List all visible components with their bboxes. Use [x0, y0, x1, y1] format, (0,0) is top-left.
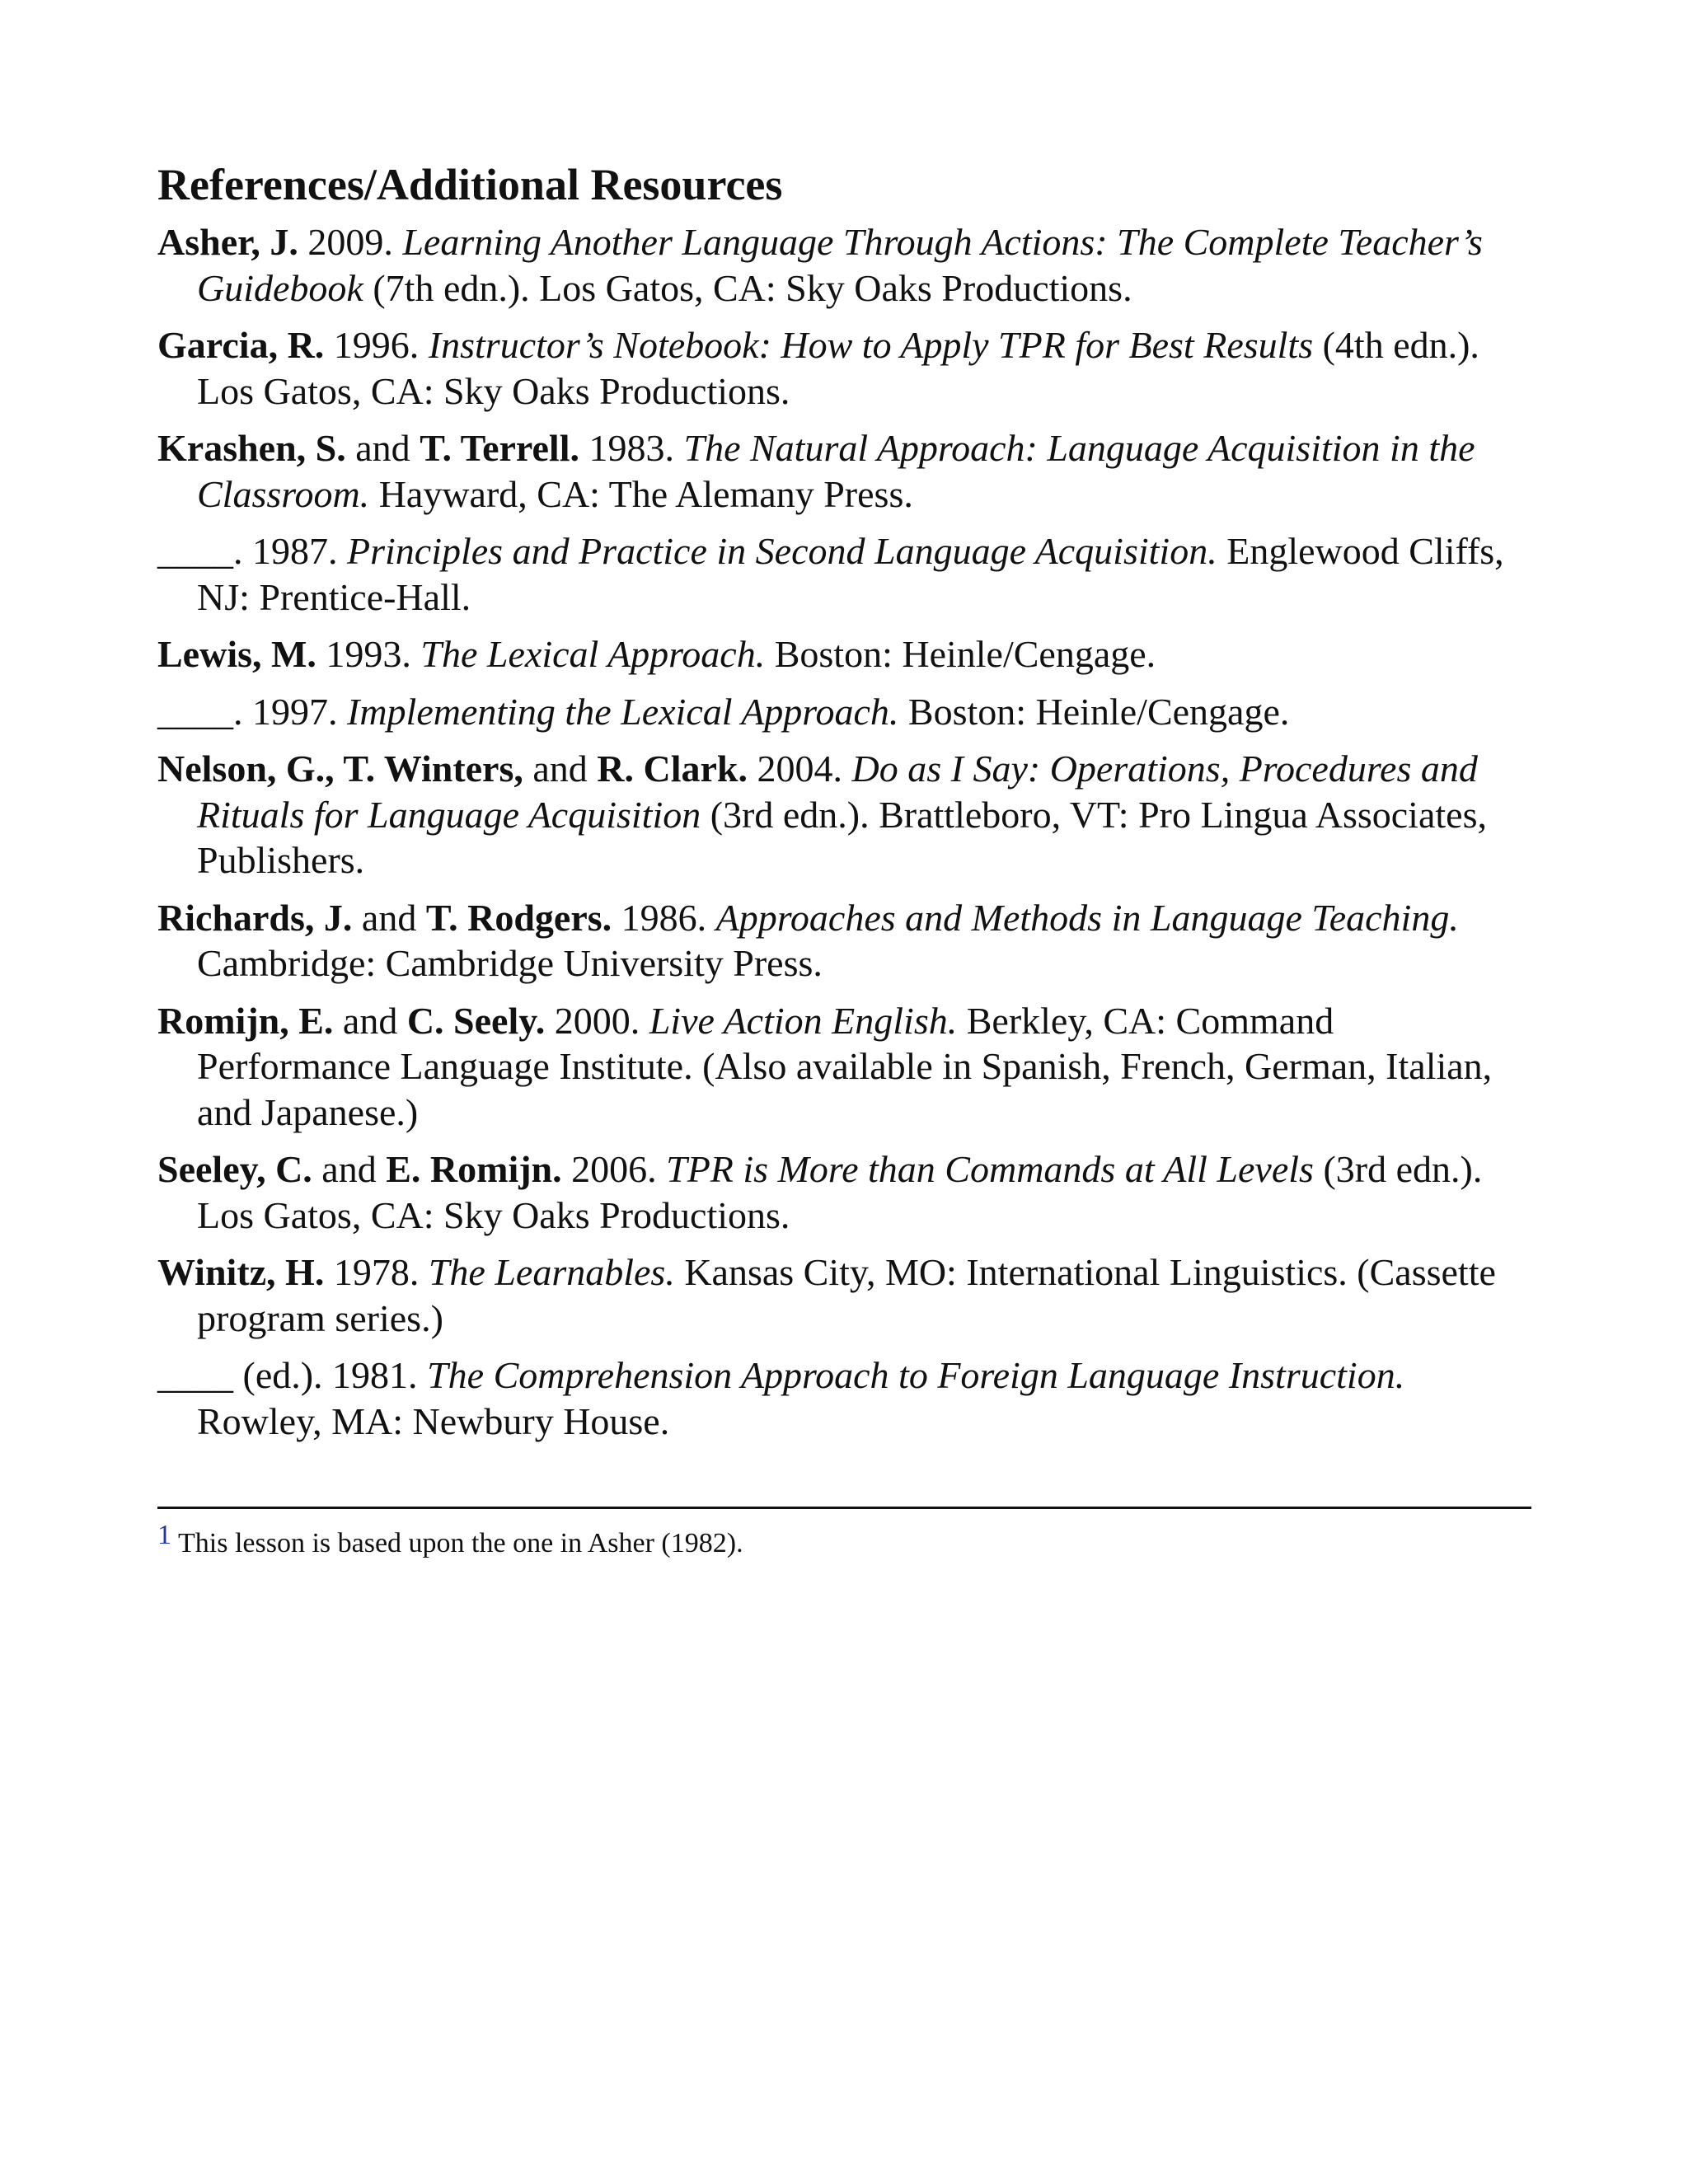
reference-author: Winitz, H. [157, 1251, 325, 1293]
reference-text: Kansas City, MO: International Linguistics. (Cassette program series.) [197, 1251, 1496, 1339]
reference-author: Lewis, M. [157, 633, 316, 675]
reference-text: Boston: Heinle/Cengage. [898, 690, 1290, 733]
reference-title: The Natural Approach: Language Acquisition in the Classroom. [197, 427, 1475, 515]
reference-text: 1986. [612, 896, 716, 939]
reference-text: 1978. [324, 1251, 429, 1293]
reference-title: Implementing the Lexical Approach. [347, 690, 899, 733]
reference-text: Englewood Cliffs, NJ: Prentice-Hall. [197, 530, 1504, 618]
reference-entry [157, 219, 1536, 311]
footnote-marker[interactable]: 1 [157, 1520, 171, 1550]
reference-author: Romijn, E. [157, 999, 334, 1042]
reference-text: and [345, 427, 420, 469]
reference-title: Learning Another Language Through Actions: The Complete Teacher’s Guidebook [197, 221, 1483, 309]
reference-entry [157, 746, 1536, 883]
reference-author: Seeley, C. [157, 1148, 312, 1190]
reference-text: Cambridge: Cambridge University Press. [197, 942, 823, 984]
reference-text: 2000. [545, 999, 649, 1042]
footnote-text: This lesson is based upon the one in Asher (1982). [178, 1528, 743, 1558]
footnote [157, 1515, 743, 1564]
reference-text: ____. 1997. [157, 690, 347, 733]
reference-author: T. Terrell. [420, 427, 579, 469]
reference-text: 2009. [298, 221, 403, 263]
reference-text: (3rd edn.). Brattleboro, VT: Pro Lingua Associates, Publishers. [197, 793, 1487, 881]
footnote-divider [157, 1507, 1531, 1509]
section-heading: References/Additional Resources [157, 160, 783, 209]
reference-title: Do as I Say: Operations, Procedures and Rituals for Language Acquisition [197, 748, 1478, 836]
references-section [157, 155, 1536, 1455]
reference-entry [157, 528, 1536, 620]
reference-text: Berkley, CA: Command Performance Language Institute. (Also available in Spanish, French, German, Italian, and Japanese.) [197, 999, 1493, 1133]
reference-text: 2004. [748, 748, 852, 790]
reference-title: Live Action English. [649, 999, 958, 1042]
reference-title: The Comprehension Approach to Foreign Language Instruction. [427, 1354, 1405, 1396]
reference-author: T. Rodgers. [425, 896, 612, 939]
reference-entry [157, 895, 1536, 987]
reference-entry [157, 1249, 1536, 1341]
reference-text: 1983. [579, 427, 684, 469]
reference-text: ____. 1987. [157, 530, 347, 572]
reference-text: (3rd edn.). Los Gatos, CA: Sky Oaks Productions. [197, 1148, 1483, 1236]
reference-author: R. Clark. [597, 748, 748, 790]
reference-text: Rowley, MA: Newbury House. [197, 1399, 670, 1442]
reference-author: Nelson, G., T. Winters, [157, 748, 523, 790]
reference-author: Richards, J. [157, 896, 353, 939]
reference-text: ____ (ed.). 1981. [157, 1354, 428, 1396]
reference-author: Krashen, S. [157, 427, 346, 469]
reference-entry [157, 425, 1536, 517]
reference-text: and [523, 748, 598, 790]
reference-title: Approaches and Methods in Language Teaching. [715, 896, 1459, 939]
reference-author: Asher, J. [157, 221, 298, 263]
reference-entry [157, 1352, 1536, 1444]
reference-entry [157, 322, 1536, 414]
reference-title: The Lexical Approach. [420, 633, 766, 675]
reference-text: 2006. [561, 1148, 667, 1190]
reference-text: 1993. [316, 633, 421, 675]
reference-author: C. Seely. [406, 999, 546, 1042]
reference-author: Garcia, R. [157, 324, 325, 366]
reference-text: 1996. [324, 324, 429, 366]
reference-text: (7th edn.). Los Gatos, CA: Sky Oaks Productions. [363, 266, 1132, 309]
reference-title: TPR is More than Commands at All Levels [666, 1148, 1314, 1190]
reference-text: and [352, 896, 426, 939]
reference-entry [157, 689, 1536, 735]
reference-title: Instructor’s Notebook: How to Apply TPR for Best Results [428, 324, 1314, 366]
reference-entry [157, 631, 1536, 677]
reference-title: Principles and Practice in Second Language Acquisition. [347, 530, 1217, 572]
reference-text: and [312, 1148, 387, 1190]
reference-entry [157, 998, 1536, 1136]
reference-text: Hayward, CA: The Alemany Press. [369, 472, 913, 515]
reference-entry [157, 1146, 1536, 1238]
reference-text: (4th edn.). Los Gatos, CA: Sky Oaks Productions. [197, 324, 1479, 412]
reference-title: The Learnables. [428, 1251, 675, 1293]
reference-author: E. Romijn. [386, 1148, 562, 1190]
reference-text: Boston: Heinle/Cengage. [765, 633, 1156, 675]
reference-text: and [333, 999, 407, 1042]
reference-list [157, 219, 1536, 1444]
